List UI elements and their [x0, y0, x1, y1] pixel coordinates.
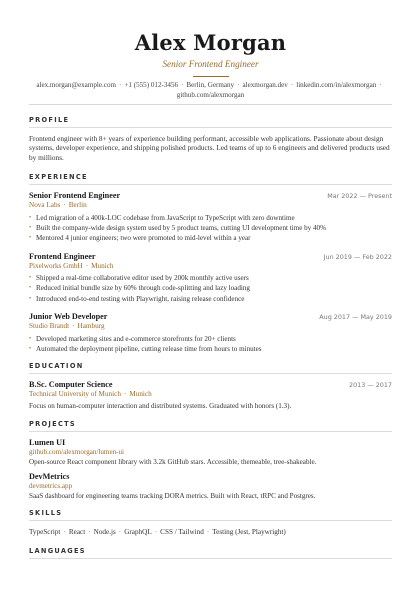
experience-entry [29, 191, 392, 243]
project-name: DevMetrics [29, 471, 70, 481]
project-name: Lumen UI [29, 437, 66, 447]
job-title: Junior Web Developer [29, 312, 108, 321]
section-divider [29, 431, 392, 432]
degree-title: B.Sc. Computer Science [29, 380, 113, 390]
experience-entry [29, 252, 392, 304]
contact-email[interactable]: alex.morgan@example.com [36, 81, 117, 89]
skill-separator: · [206, 527, 210, 536]
skill-separator: · [118, 527, 122, 536]
project-link[interactable]: github.com/alexmorgan/lumen-ui [29, 447, 125, 456]
job-bullet: • Mentored 4 junior engineers; two were promoted to mid-level within a year [29, 233, 392, 243]
project-description: Open-source React component library with 3.2k GitHub stars. Accessible, themeable, tree-shakeable. [29, 457, 317, 466]
skill-item: GraphQL [124, 527, 152, 536]
job-company: Pixelworks GmbH [29, 261, 83, 270]
title-divider [193, 76, 229, 77]
school-location: Munich [129, 390, 152, 399]
job-dates: Jun 2019 — Feb 2022 [323, 252, 392, 261]
section-divider [29, 184, 392, 185]
skill-item: React [68, 527, 86, 536]
section-heading-languages: LANGUAGES [29, 546, 86, 555]
school-separator: · [123, 390, 127, 399]
job-bullet: • Shipped a real-time collaborative editor used by 200k monthly active users [29, 273, 392, 283]
skill-separator: · [63, 527, 66, 536]
project-description: SaaS dashboard for engineering teams tracking DORA metrics. Built with React, tRPC and Postgres. [29, 491, 316, 500]
contact-separator: · [290, 81, 294, 89]
section-heading-education: EDUCATION [29, 362, 84, 371]
job-bullet: • Built the company-wide design system used by 5 product teams, cutting UI development time by 40% [29, 223, 392, 233]
section-heading-projects: PROJECTS [29, 419, 76, 428]
section-divider [29, 373, 392, 374]
resume-title: Senior Frontend Engineer [162, 59, 259, 69]
contact-separator: · [181, 81, 184, 89]
profile-summary: Frontend engineer with 8+ years of experience building performant, accessible web applications. Passionate about design systems, developer experience, and shipping polished products. Led teams of up to 6 engineers and delivered products used by millions. [29, 134, 390, 162]
contact-separator: · [119, 81, 122, 89]
contact-github[interactable]: github.com/alexmorgan [176, 90, 245, 99]
job-dates: Mar 2022 — Present [327, 192, 392, 201]
job-bullet: • Developed marketing sites and e-commerce storefronts for 20+ clients [29, 334, 392, 344]
education-section [29, 362, 392, 411]
section-divider [29, 558, 392, 559]
skills-list [29, 527, 392, 537]
job-title: Senior Frontend Engineer [29, 191, 121, 201]
job-bullets [29, 334, 392, 355]
contact-line [29, 81, 392, 100]
project-link[interactable]: devmetrics.app [29, 481, 73, 490]
section-heading-skills: SKILLS [29, 508, 63, 517]
skill-item: Testing (Jest, Playwright) [212, 527, 286, 536]
languages-section [29, 547, 392, 559]
profile-section [29, 116, 392, 162]
job-bullet: • Led migration of a 400k-LOC codebase from JavaScript to TypeScript with zero downtime [29, 213, 392, 223]
job-company-line [29, 262, 392, 272]
company-separator: · [72, 322, 75, 330]
education-note: Focus on human-computer interaction and distributed systems. Graduated with honors (1.3). [29, 401, 292, 410]
contact-linkedin[interactable]: linkedin.com/in/alexmorgan [296, 81, 377, 89]
job-company: Studio Brandt [29, 322, 70, 330]
job-location: Hamburg [77, 322, 105, 330]
resume-name: Alex Morgan [134, 30, 287, 55]
contact-phone[interactable]: +1 (555) 012-3456 [124, 81, 179, 89]
job-bullet: • Introduced end-to-end testing with Playwright, raising release confidence [29, 294, 392, 304]
skill-separator: · [88, 527, 91, 536]
skill-separator: · [154, 527, 158, 536]
section-heading-profile: PROFILE [29, 116, 70, 124]
company-separator: · [85, 261, 89, 270]
skills-section [29, 509, 392, 537]
experience-section [29, 173, 392, 354]
skill-item: TypeScript [29, 527, 61, 536]
contact-divider [29, 104, 392, 105]
education-dates: 2013 — 2017 [349, 381, 392, 390]
job-bullets [29, 273, 392, 304]
job-company: Nova Labs [29, 201, 61, 210]
experience-entry [29, 312, 392, 354]
skill-item: CSS / Tailwind [160, 527, 204, 536]
school-line [29, 390, 392, 400]
section-divider [29, 127, 392, 128]
contact-separator: · [237, 81, 240, 89]
job-location: Munich [91, 261, 114, 270]
job-title: Frontend Engineer [29, 251, 96, 261]
job-bullet: • Reduced initial bundle size by 60% through code-splitting and lazy loading [29, 283, 392, 293]
job-company-line [29, 322, 392, 332]
contact-website[interactable]: alexmorgan.dev [242, 81, 288, 89]
contact-location: Berlin, Germany [186, 81, 235, 89]
job-bullet: • Automated the deployment pipeline, cutting release time from hours to minutes [29, 344, 392, 354]
job-location: Berlin [68, 201, 87, 210]
company-separator: · [63, 201, 66, 210]
project-entry [29, 438, 392, 467]
skill-item: Node.js [93, 527, 116, 536]
job-bullets [29, 213, 392, 244]
projects-section [29, 420, 392, 501]
school-name: Technical University of Munich [29, 390, 121, 399]
project-entry [29, 472, 392, 501]
section-divider [29, 520, 392, 521]
job-company-line [29, 201, 392, 211]
job-dates: Aug 2017 — May 2019 [319, 313, 392, 321]
section-heading-experience: EXPERIENCE [29, 173, 88, 182]
contact-separator: · [379, 81, 382, 89]
